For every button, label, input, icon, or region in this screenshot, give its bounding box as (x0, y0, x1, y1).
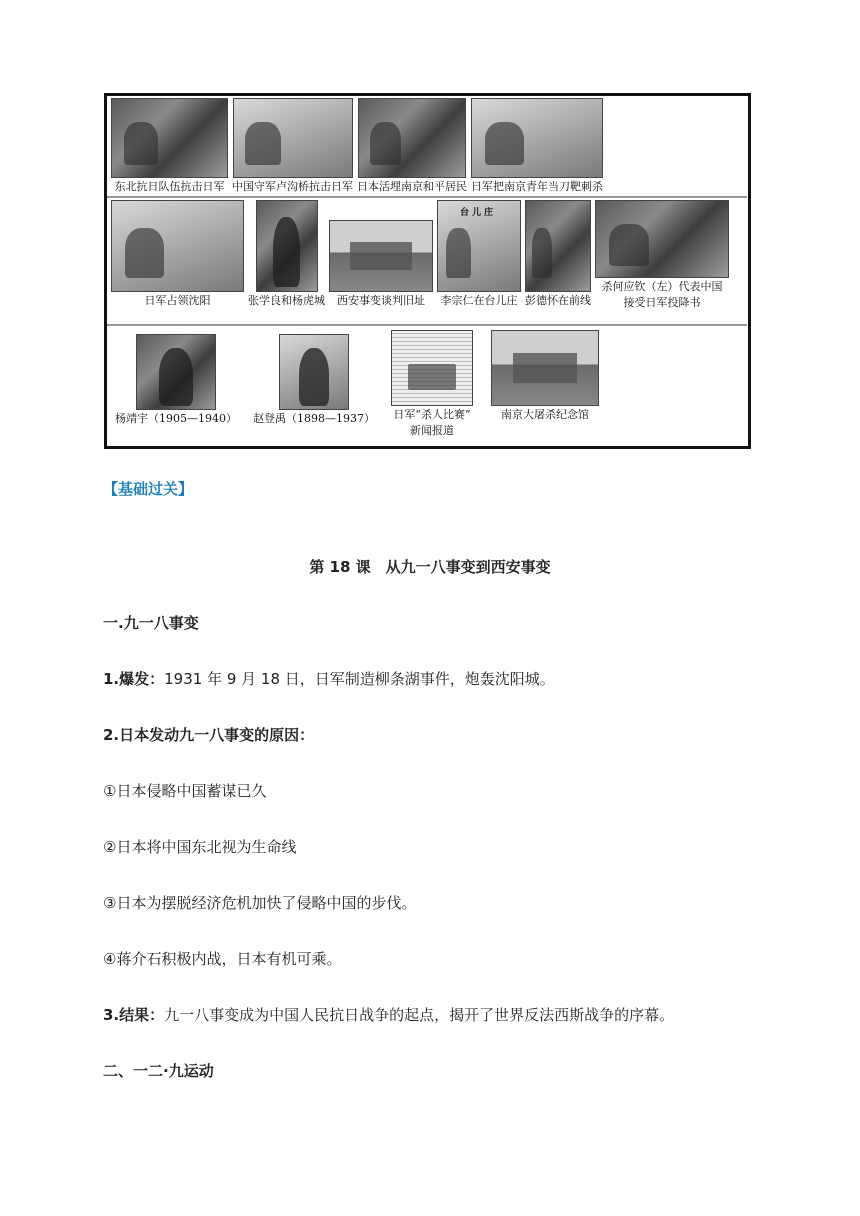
reason-item: ②日本将中国东北视为生命线 (103, 838, 297, 856)
photo-lugou-bridge (232, 98, 353, 194)
photo-row-2 (111, 200, 733, 324)
photo-shenyang-occupied (111, 200, 244, 324)
heading-causes: 2.日本发动九一八事变的原因： (103, 726, 315, 744)
photo-caption: 南京大屠杀纪念馆 (501, 408, 589, 421)
history-photo-collage (104, 93, 751, 449)
photo-zhang-yang (248, 200, 325, 324)
section-tag: 【基础过关】 (103, 480, 194, 498)
reason-item: ④蒋介石积极内战，日本有机可乘。 (103, 950, 342, 968)
photo-caption: 日本活埋南京和平居民 (357, 180, 467, 193)
paragraph-text: 1931 年 9 月 18 日，日军制造柳条湖事件，炮轰沈阳城。 (164, 670, 555, 688)
taierzhuang-sign: 台儿庄 (460, 208, 497, 218)
photo-caption: 西安事变谈判旧址 (337, 294, 425, 307)
paragraph-outbreak (103, 668, 555, 689)
photo-caption: 中国守军卢沟桥抗击日军 (232, 180, 353, 193)
photo-caption: 日军把南京青年当刀靶刺杀 (471, 180, 603, 193)
photo-row-1 (111, 98, 607, 194)
photo-peng-dehuai (525, 200, 591, 324)
photo-row-3 (115, 330, 603, 446)
photo-caption: 日军占领沈阳 (144, 294, 211, 307)
photo-caption: 彭德怀在前线 (525, 294, 591, 307)
photo-caption: 东北抗日队伍抗击日军 (114, 180, 225, 193)
photo-killing-contest-news (391, 330, 473, 446)
photo-nanjing-bayonet (471, 98, 603, 194)
paragraph-label: 1.爆发： (103, 670, 165, 688)
heading-129-movement: 二、一二·九运动 (103, 1062, 214, 1080)
photo-li-zongren (437, 200, 521, 324)
photo-xian-site (329, 200, 433, 324)
photo-surrender (595, 200, 729, 324)
photo-caption: 杀何应钦（左）代表中国 (601, 280, 723, 293)
paragraph-result (103, 1004, 674, 1025)
photo-caption: 张学良和杨虎城 (248, 294, 325, 307)
photo-zhao-dengyu (253, 330, 375, 446)
photo-caption: 日军“杀人比赛” (393, 408, 471, 421)
photo-caption: 杨靖宇（1905—1940） (115, 412, 237, 425)
photo-yang-jingyu (115, 330, 237, 446)
row-divider (107, 196, 747, 198)
photo-nanjing-burial (357, 98, 467, 194)
reason-item: ①日本侵略中国蓄谋已久 (103, 782, 267, 800)
paragraph-text: 九一八事变成为中国人民抗日战争的起点，揭开了世界反法西斯战争的序幕。 (164, 1006, 675, 1024)
reason-item: ③日本为摆脱经济危机加快了侵略中国的步伐。 (103, 894, 417, 912)
photo-caption-line2: 接受日军投降书 (623, 296, 701, 309)
photo-nanjing-memorial (491, 330, 599, 446)
lesson-title: 第 18 课 从九一八事变到西安事变 (309, 558, 551, 576)
heading-918-incident: 一.九一八事变 (103, 614, 199, 632)
photo-northeast-resistance (111, 98, 228, 194)
photo-caption-fragment: 杀 (601, 280, 613, 293)
row-divider (107, 324, 747, 326)
photo-caption: 李宗仁在台儿庄 (440, 294, 518, 307)
paragraph-label: 3.结果： (103, 1006, 165, 1024)
photo-caption: 赵登禹（1898—1937） (253, 412, 375, 425)
photo-caption-line2: 新闻报道 (410, 424, 454, 437)
